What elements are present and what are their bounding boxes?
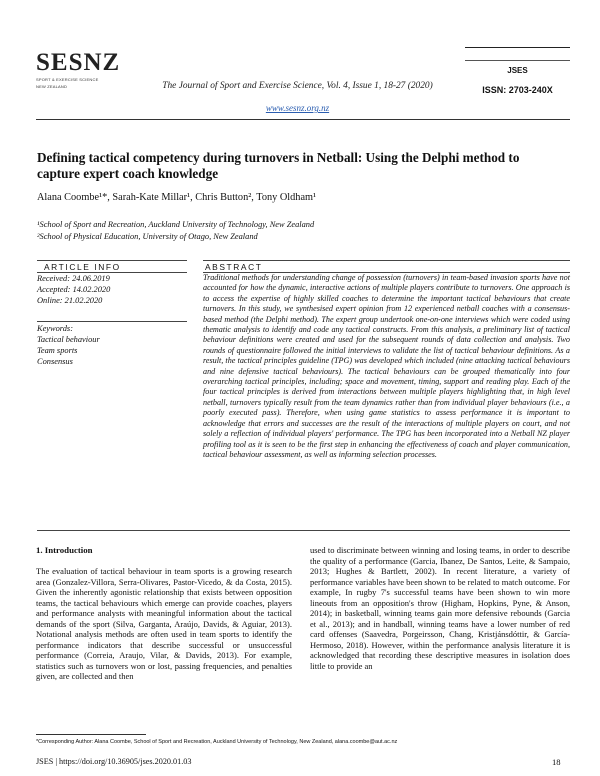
author-list: Alana Coombe¹*, Sarah-Kate Millar¹, Chris Button², Tony Oldham¹ xyxy=(37,192,317,203)
paragraph: The evaluation of tactical behaviour in team sports is a growing research area (Gonzalez-Villora, Serra-Olivares, Pastor-Vicedo, & da Costa, 2015). Given the inherently agonistic relationship that exists between opposition teams, the tactical behaviours which emerge can provide coaches, players and performance analysts with meaningful information about the tactical demands of the sport (Silva, Garganta, Araújo, Davids, & Aguiar, 2013). Notational analysis methods are often used in team sports to identify the performance indicators that describe successful or unsuccessful performance (Correia, Araujo, Vilar, & Davids, 2013). For example, statistics such as turnovers won or lost, passing frequencies, and penalties given, are collected and then xyxy=(36,566,292,682)
online-date: Online: 21.02.2020 xyxy=(37,296,103,305)
journal-url-link[interactable]: www.sesnz.org.nz xyxy=(265,103,330,113)
divider xyxy=(37,260,187,261)
divider xyxy=(37,272,187,273)
page-number: 18 xyxy=(552,757,561,767)
divider xyxy=(37,530,570,531)
body-column-right xyxy=(310,545,570,672)
body-column-left xyxy=(36,566,292,682)
divider xyxy=(37,321,187,322)
keyword-item: Tactical behaviour xyxy=(37,335,100,344)
corresponding-author-footnote: *Corresponding Author: Alana Coombe, School of Sport and Recreation, Auckland University of Technology, New Zealand, alana.coombe@aut.ac.nz xyxy=(36,739,398,745)
divider xyxy=(465,60,570,61)
paragraph: used to discriminate between winning and losing teams, in order to describe the quality of a performance (Garcia, Ibanez, De Santos, Leite, & Sampaio, 2013; Hughes & Bartlett, 2002). In recent literature, a variety of performance variables have been shown to be related to match outcome. For example, In rugby 7's successful teams have been shown to win more lineouts from an opposition's throw (Higham, Hopkins, Pyne, & Anson, 2014); in basketball, winning teams gain more defensive rebounds (Garcia et al., 2013); and in handball, winning teams have a lower number of red card offenses (Saavedra, Porgeirsson, Chang, Kristjánsdóttir, & García-Hermoso, 2018). However, within the performance analysis literature it is acknowledged that recording these descriptive measures in isolation does little to provide an xyxy=(310,545,570,672)
journal-logo xyxy=(36,50,126,89)
logo-subtitle: SPORT & EXERCISE SCIENCE xyxy=(36,77,99,82)
footnote-divider xyxy=(36,734,146,735)
journal-citation: The Journal of Sport and Exercise Science, Vol. 4, Issue 1, 18-27 (2020) xyxy=(162,81,433,91)
logo-subtitle-2: NEW ZEALAND xyxy=(36,84,68,89)
accepted-date: Accepted: 14.02.2020 xyxy=(37,285,111,294)
keyword-item: Team sports xyxy=(37,346,78,355)
abstract-text: Traditional methods for understanding change of possession (turnovers) in team-based invasion sports have not accounted for how the dynamic, interactive actions of multiple players contribute to turnovers. One approach is to access the expertise of highly skilled coaches to determine the important tactical behaviours that create turnovers. In this study, we synthesised expert opinion from 12 experienced netball coaches with a consensus-based method (the Delphi method). The expert group undertook one-on-one interviews which were coded using thematic analysis to identify and code any tactical constructs. From this analysis, a preliminary list of tactical behaviour definitions were created and used for the subsequent rounds of data collection and analysis. Two rounds of questionnaire followed the initial interviews to validate the list of tactical behaviour definitions. As a result, the tactical principles guideline (TPG) was developed which included (nine attacking tactical behaviours and nine defensive tactical behaviours). The tactical behaviours can be grouped thematically into four overarching tactical principles, including; space and movement, timing, support and reading play. Each of the four tactical principles is derived from interactions between multiple players highlighting that, in high level netball, turnovers typically result from the team dynamics rather than from individual player behaviours (i.e., a poorly executed pass). Therefore, when using game statistics to assess performance it is important to acknowledge that errors and successes are the result of the interactions of multiple players on court, and not solely a reflection of individual players' performance. The TPG has been incorporated into a Netball NZ player profiling tool as it is seen to be the first step in enhancing the effectiveness of coach and player communication, tactical behaviour assessment, as well as informing selection processes. xyxy=(203,273,570,459)
abstract-heading: ABSTRACT xyxy=(205,262,263,272)
received-date: Received: 24.06.2019 xyxy=(37,274,110,283)
keyword-item: Consensus xyxy=(37,357,73,366)
footer-doi[interactable]: JSES | https://doi.org/10.36905/jses.2020.01.03 xyxy=(36,757,192,766)
logo-wordmark: SESNZ xyxy=(36,49,121,76)
article-title: Defining tactical competency during turnovers in Netball: Using the Delphi method to capture expert coach knowledge xyxy=(37,150,520,181)
divider xyxy=(203,260,570,261)
affiliation-2: ²School of Physical Education, University of Otago, New Zealand xyxy=(37,232,258,241)
keywords-label: Keywords: xyxy=(37,324,73,333)
journal-abbrev: JSES xyxy=(507,66,528,75)
journal-id-box xyxy=(465,47,570,111)
header-divider xyxy=(36,119,570,120)
affiliation-1: ¹School of Sport and Recreation, Auckland University of Technology, New Zealand xyxy=(37,220,315,229)
article-info-heading: ARTICLE INFO xyxy=(44,262,121,272)
section-heading-introduction: 1. Introduction xyxy=(36,545,93,555)
issn: ISSN: 2703-240X xyxy=(482,85,553,95)
